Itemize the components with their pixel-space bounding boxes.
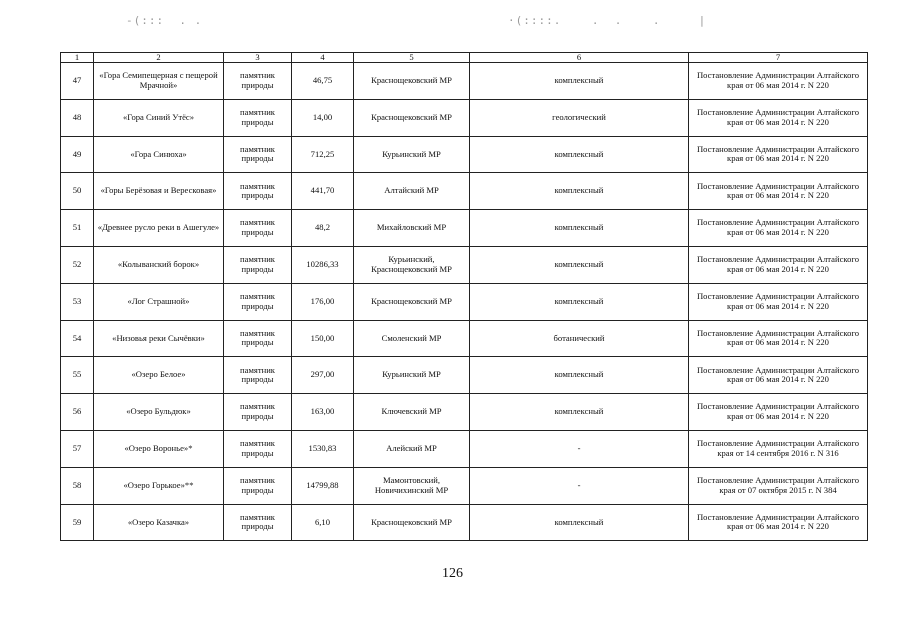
scan-artifact-left: -(::: . . [126,14,203,27]
row-number-cell: 54 [61,320,94,357]
decree-cell: Постановление Администрации Алтайского края от 06 мая 2014 г. N 220 [689,357,868,394]
area-cell: 176,00 [292,283,354,320]
category-cell: памятник природы [224,430,292,467]
table-row [61,246,868,283]
profile-cell: комплексный [470,136,689,173]
row-number-cell: 53 [61,283,94,320]
area-cell: 14799,88 [292,467,354,504]
district-cell: Краснощековский МР [354,99,470,136]
object-name-cell: «Древнее русло реки в Ашегуле» [94,210,224,247]
table-row [61,504,868,541]
row-number-cell: 51 [61,210,94,247]
object-name-cell: «Горы Берёзовая и Вересковая» [94,173,224,210]
column-header: 3 [224,53,292,63]
table-row [61,320,868,357]
scan-artifact-right: ·(::::. . . . | [508,14,707,27]
table-row [61,99,868,136]
category-cell: памятник природы [224,210,292,247]
decree-cell: Постановление Администрации Алтайского края от 06 мая 2014 г. N 220 [689,394,868,431]
district-cell: Курьинский МР [354,357,470,394]
area-cell: 297,00 [292,357,354,394]
district-cell: Курьинский МР [354,136,470,173]
profile-cell: комплексный [470,357,689,394]
object-name-cell: «Озеро Бульдюк» [94,394,224,431]
row-number-cell: 52 [61,246,94,283]
object-name-cell: «Колыванский борок» [94,246,224,283]
category-cell: памятник природы [224,246,292,283]
object-name-cell: «Гора Синий Утёс» [94,99,224,136]
category-cell: памятник природы [224,467,292,504]
district-cell: Курьинский, Краснощековский МР [354,246,470,283]
table-row [61,283,868,320]
table-row [61,394,868,431]
decree-cell: Постановление Администрации Алтайского края от 06 мая 2014 г. N 220 [689,173,868,210]
category-cell: памятник природы [224,63,292,100]
row-number-cell: 58 [61,467,94,504]
area-cell: 6,10 [292,504,354,541]
district-cell: Краснощековский МР [354,63,470,100]
column-header: 6 [470,53,689,63]
profile-cell: комплексный [470,173,689,210]
category-cell: памятник природы [224,99,292,136]
column-header: 5 [354,53,470,63]
profile-cell: комплексный [470,63,689,100]
category-cell: памятник природы [224,357,292,394]
area-cell: 712,25 [292,136,354,173]
column-header: 7 [689,53,868,63]
area-cell: 10286,33 [292,246,354,283]
object-name-cell: «Гора Семипещерная с пещерой Мрачной» [94,63,224,100]
decree-cell: Постановление Администрации Алтайского края от 06 мая 2014 г. N 220 [689,504,868,541]
category-cell: памятник природы [224,173,292,210]
row-number-cell: 48 [61,99,94,136]
decree-cell: Постановление Администрации Алтайского края от 07 октября 2015 г. N 384 [689,467,868,504]
area-cell: 48,2 [292,210,354,247]
area-cell: 14,00 [292,99,354,136]
category-cell: памятник природы [224,136,292,173]
profile-cell: комплексный [470,246,689,283]
area-cell: 441,70 [292,173,354,210]
decree-cell: Постановление Администрации Алтайского края от 14 сентября 2016 г. N 316 [689,430,868,467]
row-number-cell: 56 [61,394,94,431]
object-name-cell: «Озеро Воронье»* [94,430,224,467]
column-header: 1 [61,53,94,63]
object-name-cell: «Озеро Казачка» [94,504,224,541]
district-cell: Краснощековский МР [354,283,470,320]
category-cell: памятник природы [224,504,292,541]
page-number: 126 [442,566,463,581]
object-name-cell: «Гора Синюха» [94,136,224,173]
area-cell: 163,00 [292,394,354,431]
table-row [61,467,868,504]
table-row [61,136,868,173]
column-header: 2 [94,53,224,63]
profile-cell: геологический [470,99,689,136]
district-cell: Смоленский МР [354,320,470,357]
object-name-cell: «Озеро Горькое»** [94,467,224,504]
decree-cell: Постановление Администрации Алтайского края от 06 мая 2014 г. N 220 [689,246,868,283]
decree-cell: Постановление Администрации Алтайского края от 06 мая 2014 г. N 220 [689,99,868,136]
area-cell: 150,00 [292,320,354,357]
decree-cell: Постановление Администрации Алтайского края от 06 мая 2014 г. N 220 [689,63,868,100]
profile-cell: ботанический [470,320,689,357]
district-cell: Алтайский МР [354,173,470,210]
profile-cell: - [470,467,689,504]
district-cell: Краснощековский МР [354,504,470,541]
area-cell: 1530,83 [292,430,354,467]
profile-cell: комплексный [470,394,689,431]
decree-cell: Постановление Администрации Алтайского края от 06 мая 2014 г. N 220 [689,136,868,173]
table-row [61,173,868,210]
category-cell: памятник природы [224,320,292,357]
category-cell: памятник природы [224,394,292,431]
area-cell: 46,75 [292,63,354,100]
table-row [61,357,868,394]
table-row [61,210,868,247]
row-number-cell: 47 [61,63,94,100]
profile-cell: - [470,430,689,467]
row-number-cell: 57 [61,430,94,467]
row-number-cell: 49 [61,136,94,173]
decree-cell: Постановление Администрации Алтайского края от 06 мая 2014 г. N 220 [689,210,868,247]
natural-monuments-table [60,52,868,541]
row-number-cell: 55 [61,357,94,394]
district-cell: Михайловский МР [354,210,470,247]
row-number-cell: 59 [61,504,94,541]
object-name-cell: «Низовья реки Сычёвки» [94,320,224,357]
decree-cell: Постановление Администрации Алтайского края от 06 мая 2014 г. N 220 [689,283,868,320]
table-row [61,63,868,100]
district-cell: Мамонтовский, Новичихинский МР [354,467,470,504]
district-cell: Ключевский МР [354,394,470,431]
decree-cell: Постановление Администрации Алтайского края от 06 мая 2014 г. N 220 [689,320,868,357]
district-cell: Алейский МР [354,430,470,467]
profile-cell: комплексный [470,283,689,320]
object-name-cell: «Озеро Белое» [94,357,224,394]
table-header-row [61,53,868,63]
profile-cell: комплексный [470,210,689,247]
table-row [61,430,868,467]
category-cell: памятник природы [224,283,292,320]
object-name-cell: «Лог Страшной» [94,283,224,320]
table-body [61,63,868,541]
row-number-cell: 50 [61,173,94,210]
profile-cell: комплексный [470,504,689,541]
column-header: 4 [292,53,354,63]
